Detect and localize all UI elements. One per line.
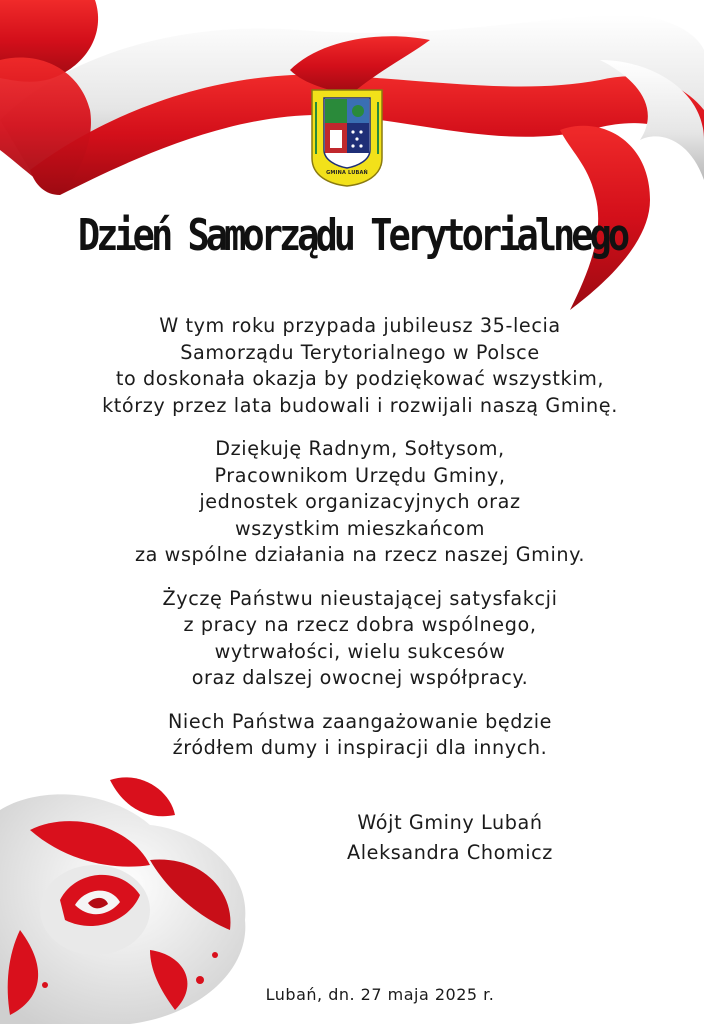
text-line: wszystkim mieszkańcom	[234, 516, 486, 540]
date-line: Lubań, dn. 27 maja 2025 r.	[265, 985, 495, 1004]
signature-block	[330, 808, 570, 868]
text-line: jednostek organizacyjnych oraz	[199, 490, 521, 513]
text-line: Dziękuję Radnym, Sołtysom,	[215, 437, 505, 460]
paragraph-1	[60, 313, 660, 419]
paragraph-3	[60, 586, 660, 692]
text-line: to doskonała okazja by podziękować wszystkim,	[115, 367, 605, 390]
text-line: Samorządu Terytorialnego w Polsce	[180, 340, 540, 364]
signature-name: Aleksandra Chomicz	[347, 841, 553, 864]
text-line: wytrwałości, wielu sukcesów	[214, 639, 506, 663]
text-line: oraz dalszej owocnej współpracy.	[191, 666, 529, 689]
text-line: którzy przez lata budowali i rozwijali naszą Gminę.	[102, 393, 618, 417]
text-line: Niech Państwa zaangażowanie będzie	[167, 709, 553, 733]
text-line: Życzę Państwu nieustającej satysfakcji	[162, 586, 558, 610]
text-line: W tym roku przypada jubileusz 35-lecia	[159, 314, 561, 337]
page-title: Dzień Samorządu Terytorialnego	[77, 210, 627, 261]
text-line: z pracy na rzecz dobra wspólnego,	[183, 613, 537, 636]
letter-body	[60, 313, 660, 779]
signature-role: Wójt Gminy Lubań	[357, 811, 543, 834]
paragraph-4	[60, 709, 660, 762]
text-line: źródłem dumy i inspiracji dla innych.	[172, 736, 548, 759]
text-line: za wspólne działania na rzecz naszej Gminy.	[134, 543, 586, 566]
crest-label: GMINA LUBAŃ	[326, 170, 368, 176]
paragraph-2	[60, 436, 660, 569]
text-line: Pracownikom Urzędu Gminy,	[214, 463, 506, 487]
